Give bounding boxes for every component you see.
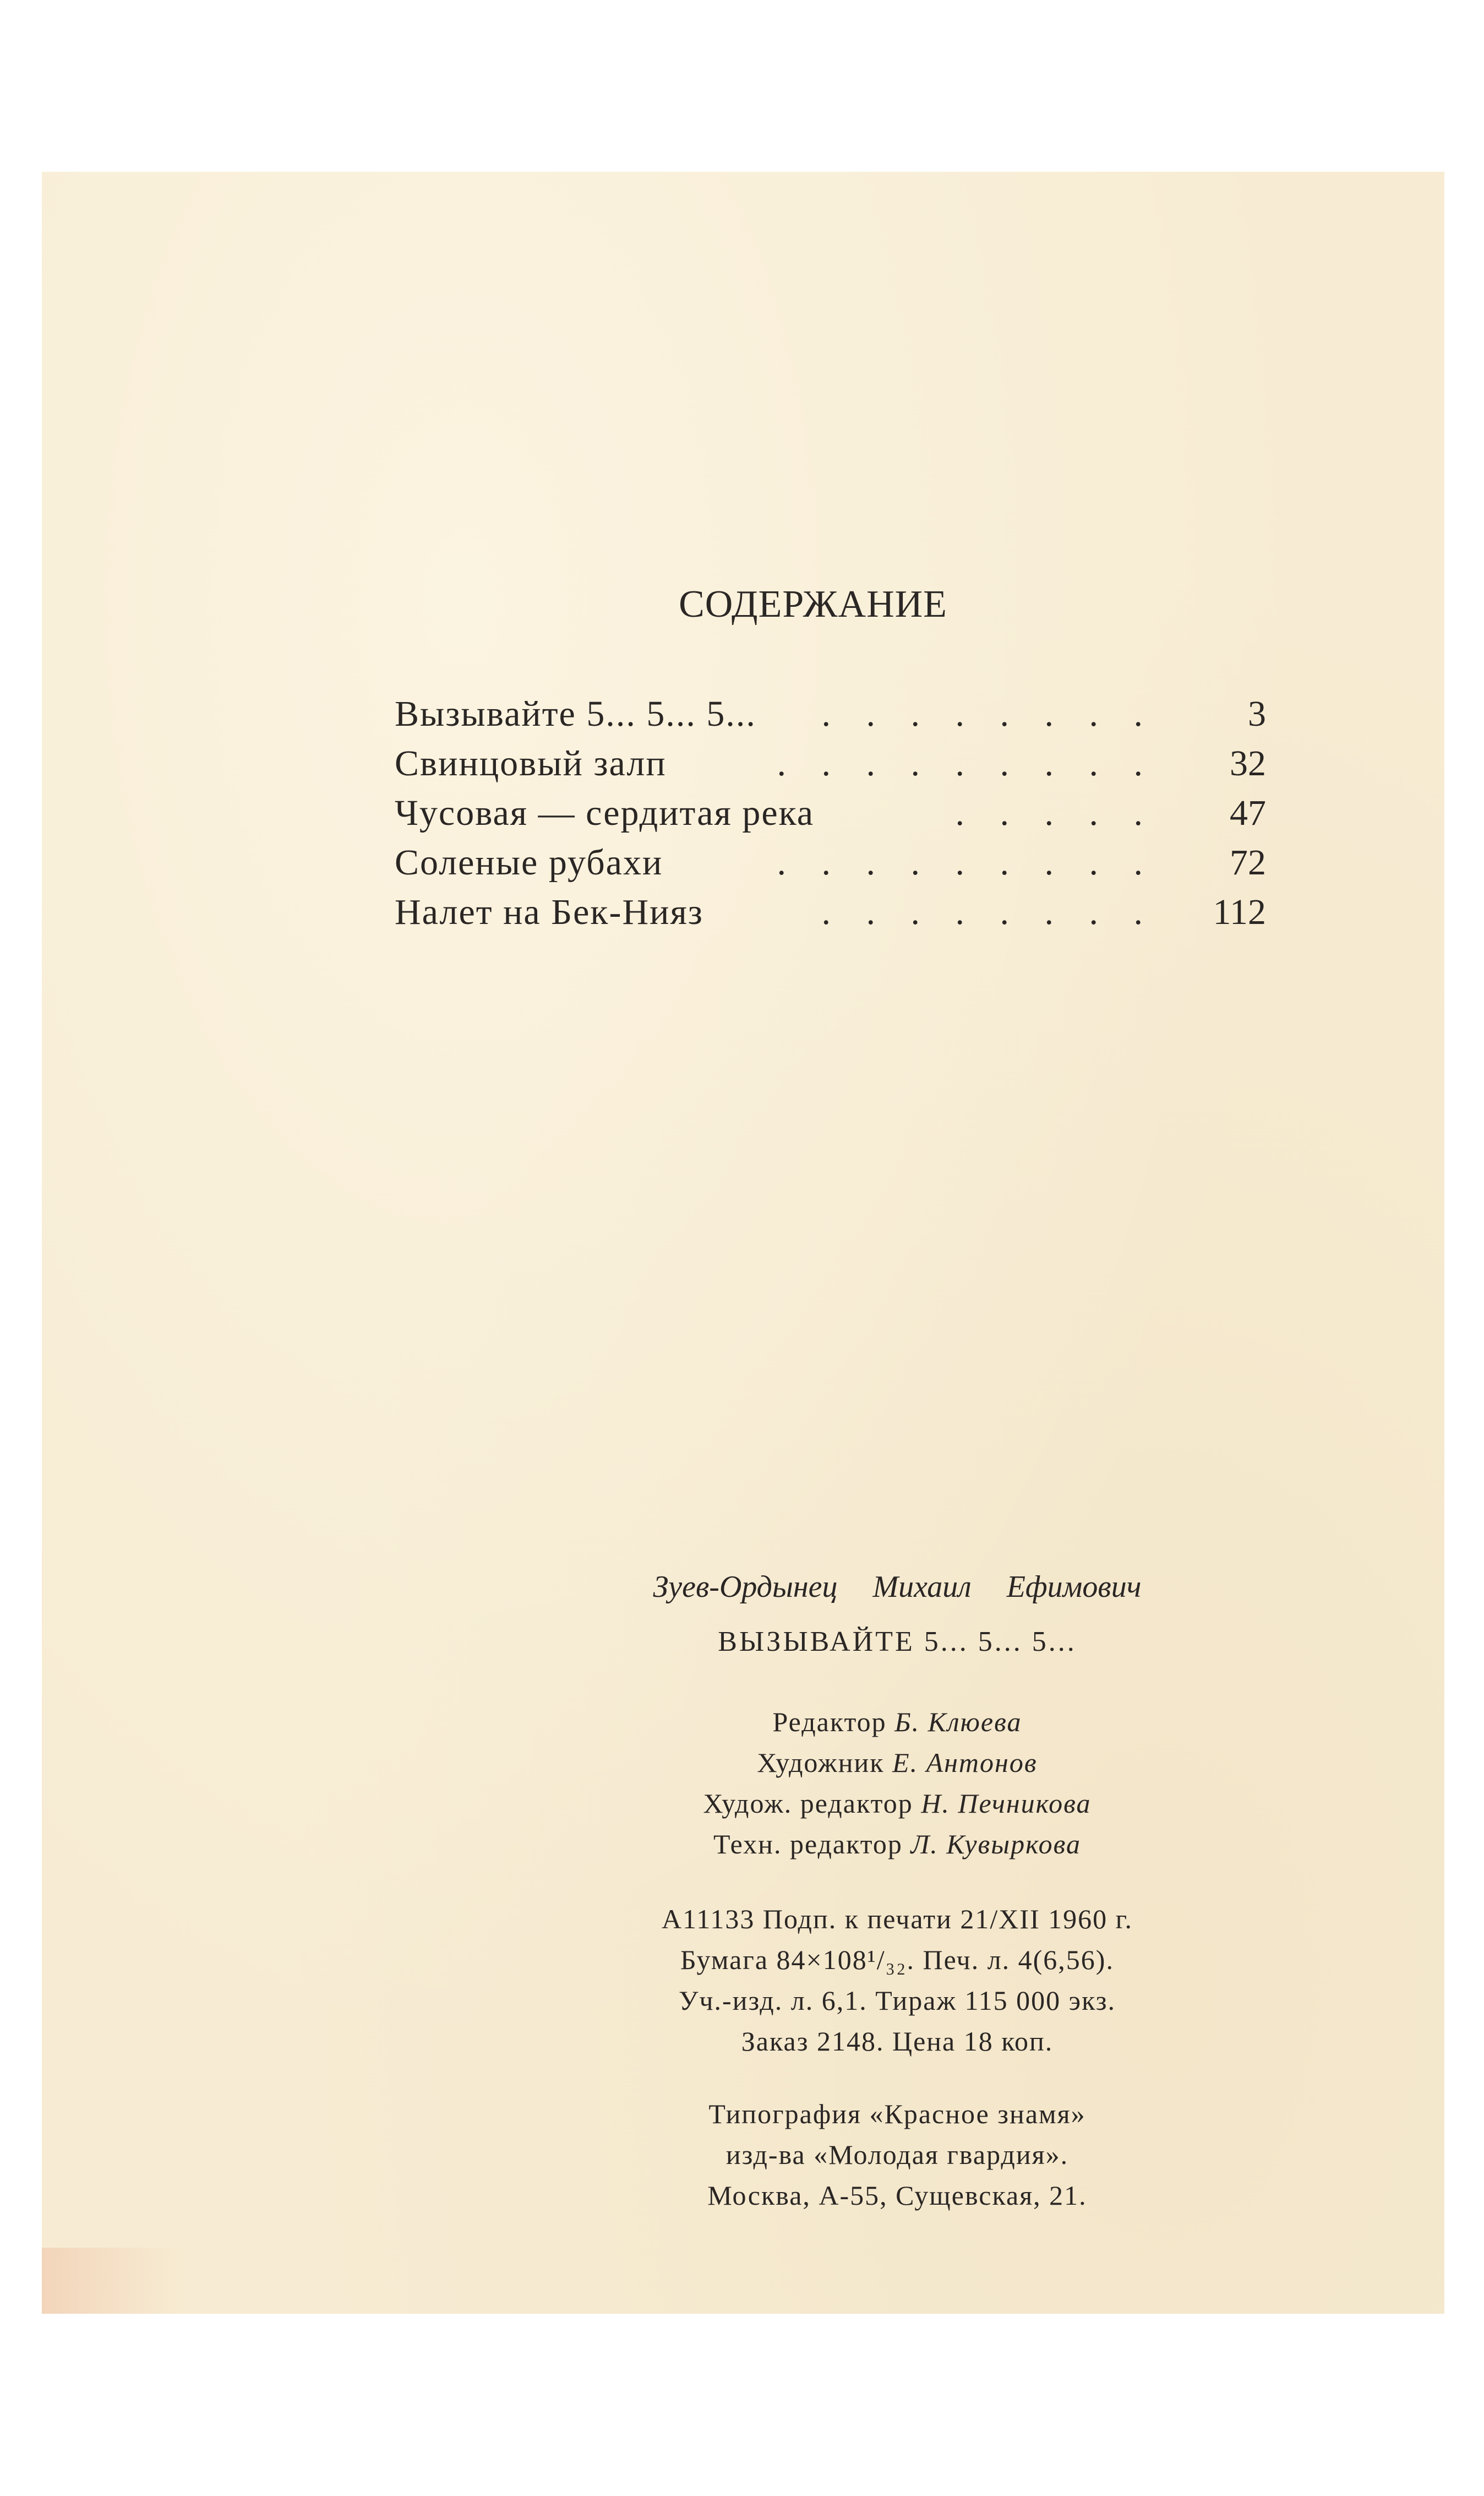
toc-entry-title: Соленые рубахи: [395, 842, 663, 883]
imprint-credits: [473, 1701, 1321, 1864]
credit-role: Техн. редактор: [713, 1829, 903, 1859]
paper-stain: [42, 2248, 185, 2314]
toc-entry-title: Свинцовый залп: [395, 743, 667, 784]
credit-role: Редактор: [772, 1706, 887, 1737]
print-info-line: Заказ 2148. Цена 18 коп.: [741, 2026, 1054, 2057]
toc-leader-dots: . . . . . . . . .: [777, 743, 1156, 784]
printer-line: изд-ва «Молодая гвардия».: [725, 2139, 1069, 2170]
credit-name: Б. Клюева: [894, 1706, 1022, 1737]
toc-entry-page: 112: [1213, 892, 1266, 932]
toc-entry-title: Чусовая — сердитая река: [395, 793, 815, 833]
toc-entry: [395, 689, 1266, 739]
printer-line: Типография «Красное знамя»: [708, 2098, 1086, 2129]
contents-heading: СОДЕРЖАНИЕ: [679, 583, 947, 626]
credit-line: [473, 1701, 1321, 1742]
imprint-book-title: ВЫЗЫВАЙТЕ 5... 5... 5...: [718, 1626, 1077, 1657]
toc-entry-page: 32: [1230, 743, 1266, 784]
print-info-line: Уч.-изд. л. 6,1. Тираж 115 000 экз.: [679, 1985, 1116, 2016]
credit-role: Художник: [757, 1747, 885, 1778]
print-info-line: Бумага 84×108¹/₃₂. Печ. л. 4(6,56).: [680, 1944, 1114, 1975]
toc-entry: [395, 789, 1266, 838]
toc-leader-dots: . . . . . . . . .: [777, 842, 1156, 883]
toc-entry-page: 47: [1230, 793, 1266, 833]
imprint-printer: [473, 2093, 1321, 2216]
credit-name: Н. Печникова: [921, 1788, 1092, 1819]
toc-leader-dots: . . . . . . . .: [821, 694, 1156, 734]
printer-line: Москва, А-55, Сущевская, 21.: [707, 2180, 1087, 2211]
table-of-contents: [395, 689, 1266, 937]
print-info-line: А11133 Подп. к печати 21/XII 1960 г.: [661, 1904, 1133, 1934]
toc-entry: [395, 739, 1266, 789]
credit-name: Л. Кувыркова: [910, 1829, 1081, 1859]
credit-role: Худож. редактор: [703, 1788, 913, 1819]
credit-line: [473, 1742, 1321, 1783]
toc-leader-dots: . . . . . . . .: [821, 892, 1156, 932]
toc-entry-page: 72: [1230, 842, 1266, 883]
imprint-author: Зуев-Ордынец Михаил Ефимович: [653, 1570, 1142, 1604]
toc-entry-page: 3: [1248, 694, 1266, 734]
toc-entry-title: Налет на Бек-Нияз: [395, 892, 703, 932]
credit-name: Е. Антонов: [892, 1747, 1038, 1778]
imprint-print-info: [473, 1899, 1321, 2062]
toc-leader-dots: . . . . .: [955, 793, 1156, 833]
toc-entry: [395, 838, 1266, 888]
toc-entry-title: Вызывайте 5... 5... 5...: [395, 694, 756, 734]
toc-entry: [395, 888, 1266, 937]
credit-line: [473, 1783, 1321, 1824]
credit-line: [473, 1824, 1321, 1864]
